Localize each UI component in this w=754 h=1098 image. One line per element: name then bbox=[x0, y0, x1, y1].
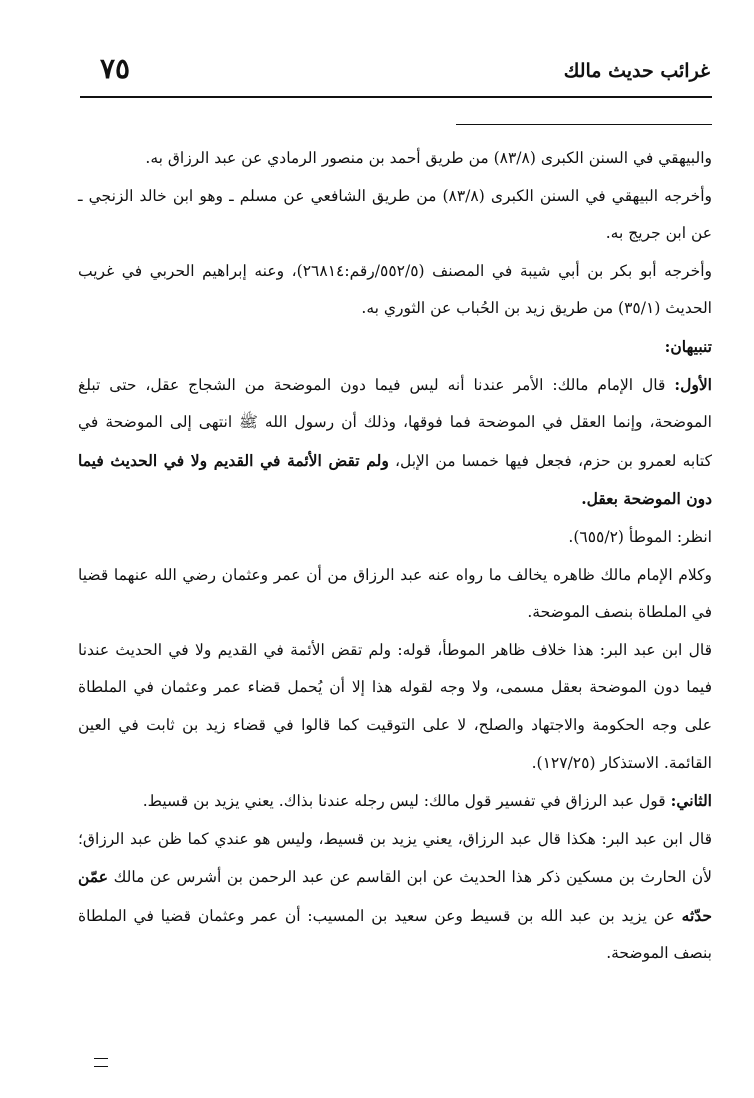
running-title: غرائب حديث مالك bbox=[563, 60, 710, 82]
first-note-text: قال الإمام مالك: الأمر عندنا أنه ليس فيما دون الموضحة من الشجاج عقل، حتى تبلغ الموضحة، وإنما العقل في الموضحة فما فوقها، وذلك أن رسول الله ﷺ انتهى إلى الموضحة في كتابه لعمرو بن حزم، فجعل فيها خمسا من الإبل، bbox=[78, 375, 712, 470]
paragraph-bayhaqi-1: والبيهقي في السنن الكبرى (٨٣/٨) من طريق أحمد بن منصور الرمادي عن عبد الرزاق به. bbox=[145, 149, 712, 167]
page-body bbox=[78, 140, 712, 973]
ibn-abd-albarr-comment: قال ابن عبد البر: هذا خلاف ظاهر الموطأ، قوله: ولم تقض الأئمة في القديم ولا في الحديث عندنا فيما دون الموضحة بعقل مسمى، ولا وجه لقوله هذا إلا أن يُحمل قضاء عمر وعثمان في الملطاة على وجه الحكومة والاجتهاد والصلح، لا على التوقيت كما قالوا في قضاء زيد بن ثابت في العين القائمة. الاستذكار (١٢٧/٢٥). bbox=[78, 640, 712, 772]
malik-comment: وكلام الإمام مالك ظاهره يخالف ما رواه عنه عبد الرزاق من أن عمر وعثمان رضي الله عنهما قضيا في الملطاة بنصف الموضحة. bbox=[78, 565, 712, 622]
page-number: ٧٥ bbox=[100, 52, 131, 85]
comment-2-before: قال ابن عبد البر: هكذا قال عبد الرزاق، يعني يزيد بن قسيط، وليس هو عندي كما ظن عبد الرزاق؛ لأن الحارث بن مسكين ذكر هذا الحديث عن ابن القاسم عن عبد الرحمن بن أشرس عن مالك bbox=[78, 829, 712, 887]
first-note bbox=[78, 366, 712, 519]
footnote-continuation-mark bbox=[94, 1058, 108, 1067]
comment-2-emphasis: عمّن حدّثه bbox=[78, 867, 712, 925]
first-note-emphasis: ولم تقض الأئمة في القديم ولا في الحديث فيما دون الموضحة بعقل. bbox=[78, 450, 712, 509]
tanbihat-heading: تنبيهان: bbox=[664, 336, 712, 356]
comment-2-after: عن يزيد بن عبد الله بن قسيط وعن سعيد بن المسيب: أن عمر وعثمان قضيا في الملطاة بنصف الموضحة. bbox=[78, 906, 712, 963]
paragraph-bayhaqi-2: وأخرجه البيهقي في السنن الكبرى (٨٣/٨) من طريق الشافعي عن مسلم ـ وهو ابن خالد الزنجي ـ عن ابن جريج به. bbox=[78, 186, 712, 243]
second-note bbox=[78, 782, 712, 821]
footnote-separator bbox=[456, 124, 712, 125]
page-header bbox=[80, 52, 710, 92]
second-note-label: الثاني: bbox=[670, 791, 712, 811]
ibn-abd-albarr-comment-2 bbox=[78, 821, 712, 973]
paragraph-ibn-abi-shayba: وأخرجه أبو بكر بن أبي شيبة في المصنف (٥٥٢/٥/رقم:٢٦٨١٤)، وعنه إبراهيم الحربي في غريب الحديث (٣٥/١) من طريق زيد بن الحُباب عن الثوري به. bbox=[78, 261, 712, 318]
first-note-label: الأول: bbox=[674, 374, 712, 394]
see-also-muwatta: انظر: الموطأ (٦٥٥/٢). bbox=[568, 527, 712, 546]
second-note-text: قول عبد الرزاق في تفسير قول مالك: ليس رجله عندنا بذاك. يعني يزيد بن قسيط. bbox=[142, 792, 671, 811]
header-rule bbox=[80, 96, 712, 98]
